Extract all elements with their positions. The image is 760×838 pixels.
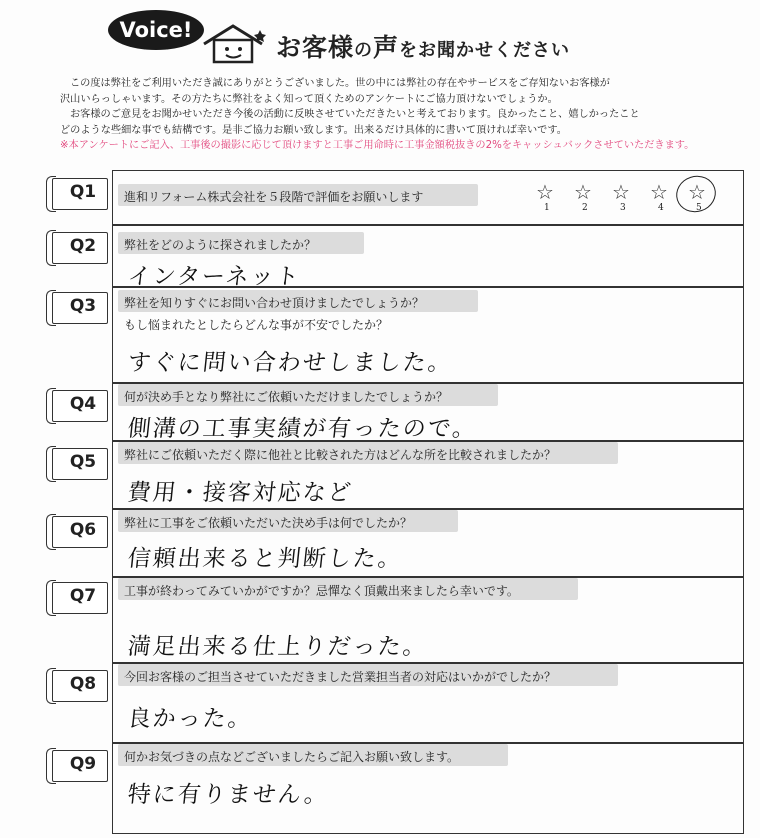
divider xyxy=(112,224,744,226)
star-icon[interactable]: ☆ xyxy=(536,180,554,204)
question-text: 弊社に工事をご依頼いただいた決め手は何でしたか？ xyxy=(124,516,413,530)
star-number: 4 xyxy=(658,203,664,213)
house-face-icon xyxy=(200,22,270,64)
question-text: 何が決め手となり弊社にご依頼いただけましたでしょうか？ xyxy=(124,390,449,404)
intro-line: どのような些細な事でも結構です。是非ご協力お願い致します。出来るだけ具体的に書いて頂ければ幸いです。 xyxy=(60,124,567,136)
star-icon[interactable]: ☆ xyxy=(650,180,668,204)
question-text: 弊社を知りすぐにお問い合わせ頂けましたでしょうか？ xyxy=(124,296,425,310)
question-label: Q1 xyxy=(46,176,110,212)
question-text: 工事が終わってみていかがですか？忌憚なく頂戴出来ましたら幸いです。 xyxy=(124,584,519,598)
question-label: Q4 xyxy=(46,388,110,424)
question-text: 何かお気づきの点などございましたらご記入お願い致します。 xyxy=(124,750,460,764)
intro-line: 沢山いらっしゃいます。その方たちに弊社をよく知って頂くためのアンケートにご協力頂けないでしょうか。 xyxy=(60,93,558,105)
star-icon[interactable]: ☆ xyxy=(688,180,706,204)
question-label: Q3 xyxy=(46,290,110,326)
intro-line: お客様のご意見をお聞かせいただき今後の活動に反映させていただきたいと考えております。良かったこと、嬉しかったこと xyxy=(70,109,640,121)
voice-badge: Voice! xyxy=(108,10,204,50)
title-part: 声 xyxy=(373,33,400,62)
answer-text: 信頼出来ると判断した。 xyxy=(126,546,405,572)
question-text: 弊社にご依頼いただく際に他社と比較された方はどんな所を比較されましたか？ xyxy=(124,448,557,462)
intro-text xyxy=(60,76,748,154)
question-label: Q6 xyxy=(46,514,110,550)
answer-text: インターネット xyxy=(126,264,303,290)
question-text: もし悩まれたとしたらどんな事が不安でしたか？ xyxy=(124,318,389,332)
answer-text: 満足出来る仕上りだった。 xyxy=(126,634,430,660)
intro-line: この度は弊社をご利用いただき誠にありがとうございました。世の中には弊社の存在やサービスをご存知ないお客様が xyxy=(70,78,610,89)
star-icon[interactable]: ☆ xyxy=(574,180,592,204)
answer-text: 側溝の工事実績が有ったので。 xyxy=(126,416,479,442)
title-part: をお聞かせください xyxy=(399,40,571,61)
star-number: 2 xyxy=(582,203,588,213)
page-title xyxy=(276,28,570,64)
question-label: Q2 xyxy=(46,230,110,266)
question-text: 進和リフォーム株式会社を５段階で評価をお願いします xyxy=(124,190,424,204)
answer-text: 費用・接客対応など xyxy=(126,480,355,506)
question-label: Q9 xyxy=(46,748,110,784)
question-label: Q5 xyxy=(46,446,110,482)
star-icon[interactable]: ☆ xyxy=(612,180,630,204)
question-label: Q7 xyxy=(46,580,110,616)
question-text: 今回お客様のご担当させていただきました営業担当者の対応はいかがでしたか？ xyxy=(124,670,557,684)
title-part: お客様 xyxy=(276,33,355,62)
rating-stars xyxy=(536,180,726,220)
answer-text: 特に有りません。 xyxy=(126,782,331,808)
cashback-note: ※本アンケートにご記入、工事後の撮影に応じて頂けますと工事ご用命時に工事金額税抜きの2%をキャッシュバックさせていただきます。 xyxy=(60,140,695,152)
answer-text: 良かった。 xyxy=(126,706,255,732)
answer-text: すぐに問い合わせしました。 xyxy=(126,350,455,376)
star-number: 5 xyxy=(696,203,702,213)
question-text: 弊社をどのように探されましたか？ xyxy=(124,238,317,252)
star-number: 3 xyxy=(620,203,626,213)
star-number: 1 xyxy=(544,203,550,213)
title-part: の xyxy=(354,40,374,61)
question-label: Q8 xyxy=(46,668,110,704)
